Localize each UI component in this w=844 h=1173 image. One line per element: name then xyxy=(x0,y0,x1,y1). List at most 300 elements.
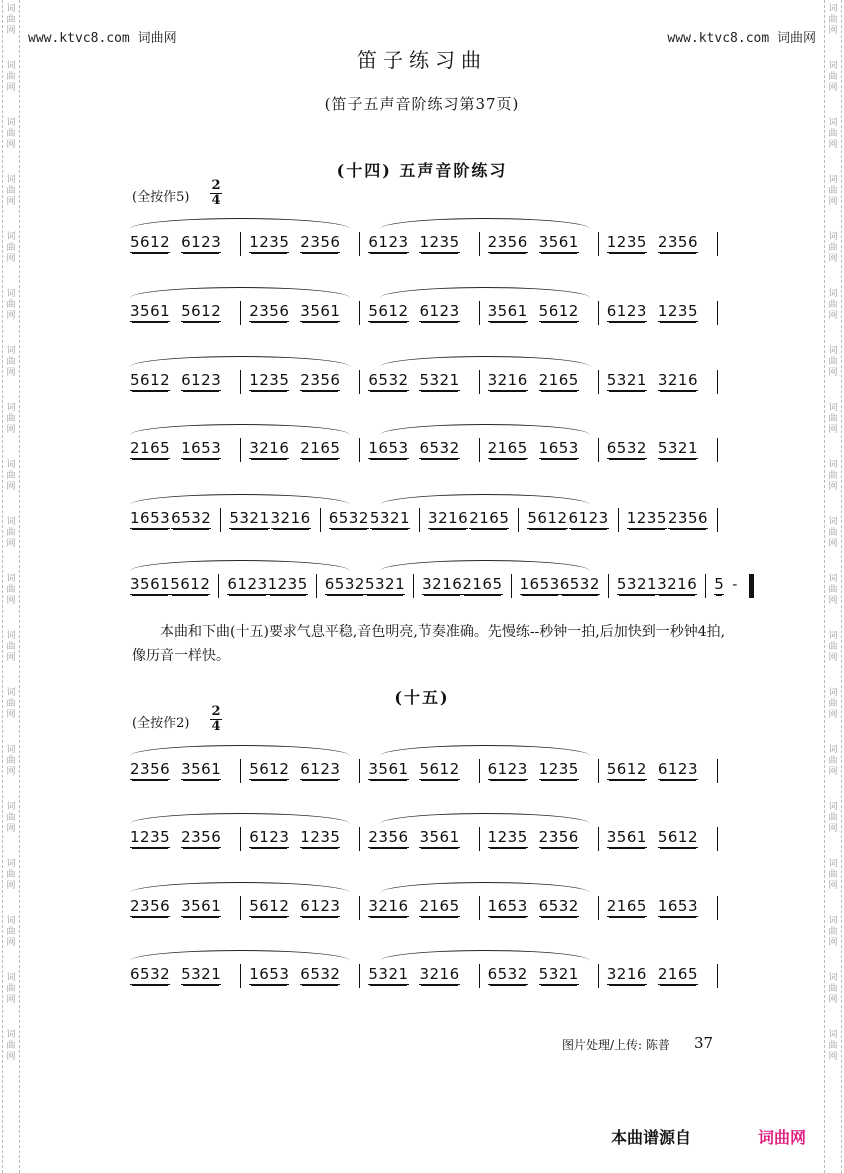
note-group xyxy=(300,897,351,920)
note-digits: 5612 xyxy=(657,828,699,846)
note-group xyxy=(130,828,181,851)
note-group xyxy=(181,828,232,851)
note-digits: 3216 xyxy=(606,965,647,983)
source-label: 本曲谱源自 xyxy=(611,1128,692,1147)
note-group xyxy=(539,439,590,462)
side-watermark-glyphs: 词 曲 网 xyxy=(828,688,838,720)
barline xyxy=(479,964,480,988)
section14-staff-row xyxy=(130,218,726,258)
barline xyxy=(359,370,360,394)
barline xyxy=(618,508,619,532)
barline xyxy=(598,827,599,851)
section14-title: (十四) 五声音阶练习 xyxy=(336,161,508,180)
note-group xyxy=(539,965,590,988)
note-digits: 5612 xyxy=(606,760,647,778)
note-group xyxy=(130,509,171,532)
barline xyxy=(359,232,360,256)
note-digits: 3216 xyxy=(657,575,698,593)
note-digits: 2356 xyxy=(538,828,579,846)
note-group xyxy=(617,575,657,598)
section15-title: (十五) xyxy=(394,688,450,707)
note-digits: 6532 xyxy=(324,575,365,593)
section14-time-bottom: 4 xyxy=(211,193,221,208)
note-group xyxy=(181,302,232,325)
section15-staff-row xyxy=(130,882,726,922)
note-group xyxy=(462,575,502,598)
barline xyxy=(419,508,420,532)
note-digits: 5612 xyxy=(249,760,290,778)
note-group xyxy=(419,760,470,783)
note-group xyxy=(181,371,232,394)
barline xyxy=(479,232,480,256)
note-group xyxy=(422,575,462,598)
side-watermark-glyphs: 词 曲 网 xyxy=(828,175,838,207)
note-digits: 3216 xyxy=(249,439,290,457)
note-digits: 3561 xyxy=(487,302,528,320)
note-digits: 6532 xyxy=(606,439,647,457)
note-group xyxy=(227,575,267,598)
practice-note: 本曲和下曲(十五)要求气息平稳,音色明亮,节奏准确。先慢练--秒钟一拍,后加快到一秒钟4拍,像历音一样快。 xyxy=(132,624,726,664)
note-group xyxy=(607,760,658,783)
note-group xyxy=(658,233,709,256)
watermark-left: www.ktvc8.com 词曲网 xyxy=(28,31,177,46)
barline xyxy=(240,438,241,462)
side-watermark-glyphs: 词 曲 网 xyxy=(828,61,838,93)
note-digits: 1235 xyxy=(249,233,290,251)
note-digits: 2356 xyxy=(487,233,528,251)
note-digits: 2165 xyxy=(300,439,341,457)
side-watermark-glyphs: 词 曲 网 xyxy=(6,346,16,378)
note-digits: 6123 xyxy=(300,897,341,915)
note-group xyxy=(419,965,470,988)
note-digits: 3561 xyxy=(538,233,579,251)
barline xyxy=(717,232,718,256)
note-digits: 6532 xyxy=(130,965,171,983)
note-group xyxy=(329,509,370,532)
note-group xyxy=(488,439,539,462)
note-group xyxy=(658,828,709,851)
section15-time-top: 2 xyxy=(211,704,221,719)
note-digits: 1235 xyxy=(130,828,171,846)
barline xyxy=(359,759,360,783)
note-group xyxy=(419,302,470,325)
side-watermark-glyphs: 词 曲 网 xyxy=(828,745,838,777)
note-digits: 1235 xyxy=(538,760,579,778)
note-group xyxy=(170,575,210,598)
note-group xyxy=(130,897,181,920)
barline xyxy=(717,759,718,783)
section14-fingering: (全按作5) xyxy=(132,190,190,205)
barline xyxy=(479,438,480,462)
note-digits: 3216 xyxy=(419,965,460,983)
barline xyxy=(598,438,599,462)
side-watermark-glyphs: 词 曲 网 xyxy=(6,175,16,207)
note-digits: 5321 xyxy=(616,575,658,593)
note-digits: 1235 xyxy=(487,828,528,846)
note-group xyxy=(249,233,300,256)
section14-time-signature xyxy=(210,180,222,207)
note-digits: 2165 xyxy=(419,897,460,915)
side-watermark-glyphs: 词 曲 网 xyxy=(828,232,838,264)
note-group xyxy=(488,828,539,851)
note-digits: 3216 xyxy=(368,897,409,915)
side-watermark-glyphs: 词 曲 网 xyxy=(828,802,838,834)
side-watermark-glyphs: 词 曲 网 xyxy=(828,346,838,378)
note-digits: 2356 xyxy=(667,509,709,527)
note-digits: 3561 xyxy=(606,828,647,846)
note-digits: 3561 xyxy=(419,828,460,846)
side-watermark-glyphs: 词 曲 网 xyxy=(6,859,16,891)
page-subtitle: (笛子五声音阶练习第37页) xyxy=(324,95,520,113)
note-group xyxy=(658,760,709,783)
upload-credit: 图片处理/上传: 陈普 xyxy=(562,1038,670,1052)
note-group xyxy=(607,302,658,325)
barline xyxy=(479,896,480,920)
section14-staff-row xyxy=(130,356,726,396)
note-digits: 2356 xyxy=(181,828,222,846)
note-group xyxy=(539,371,590,394)
note-group xyxy=(368,302,419,325)
note-digits: 3561 xyxy=(368,760,409,778)
note-digits: 5612 xyxy=(130,233,171,251)
note-group xyxy=(268,575,308,598)
note-group xyxy=(181,897,232,920)
note-digits: 6123 xyxy=(181,371,222,389)
side-watermark-glyphs: 词 曲 网 xyxy=(828,289,838,321)
note-group xyxy=(130,233,181,256)
note-group xyxy=(419,897,470,920)
note-group xyxy=(300,302,351,325)
note-group xyxy=(627,509,668,532)
note-digits: 5321 xyxy=(538,965,579,983)
section15-fingering: (全按作2) xyxy=(132,716,190,731)
note-digits: 2165 xyxy=(538,371,579,389)
note-digits: 3216 xyxy=(428,509,469,527)
barline xyxy=(717,964,718,988)
note-digits: 1235 xyxy=(249,371,290,389)
note-digits: 3561 xyxy=(130,575,171,593)
note-group xyxy=(181,439,232,462)
note-group xyxy=(130,575,170,598)
note-group xyxy=(249,302,300,325)
barline xyxy=(240,232,241,256)
side-watermark-glyphs: 词 曲 网 xyxy=(6,460,16,492)
final-barline xyxy=(749,574,754,598)
note-digits: 6123 xyxy=(487,760,528,778)
note-group xyxy=(325,575,365,598)
note-group xyxy=(607,371,658,394)
note-digits: 1653 xyxy=(487,897,528,915)
note-digits: 1235 xyxy=(657,302,699,320)
note-group xyxy=(130,965,181,988)
note-digits: 2356 xyxy=(130,897,171,915)
note-group xyxy=(271,509,312,532)
barline xyxy=(717,438,718,462)
watermark-right: www.ktvc8.com 词曲网 xyxy=(667,31,816,46)
section14-staff-row xyxy=(130,494,726,534)
note-group xyxy=(130,439,181,462)
side-watermark-glyphs: 词 曲 网 xyxy=(6,4,16,36)
barline xyxy=(359,438,360,462)
section15-staff-row xyxy=(130,950,726,990)
note-digits: 2356 xyxy=(130,760,171,778)
note-digits: 3216 xyxy=(422,575,463,593)
section14-staff-row xyxy=(130,424,726,464)
note-group xyxy=(520,575,560,598)
note-digits: 5612 xyxy=(368,302,409,320)
note-group xyxy=(249,897,300,920)
note-digits: 1653 xyxy=(249,965,290,983)
note-group xyxy=(539,760,590,783)
note-digits: 1653 xyxy=(519,575,560,593)
side-watermark-glyphs: 词 曲 网 xyxy=(6,232,16,264)
note-digits: 3561 xyxy=(130,302,171,320)
note-group xyxy=(368,965,419,988)
barline xyxy=(359,301,360,325)
note-group xyxy=(657,575,697,598)
barline xyxy=(705,574,706,598)
note-digits: 5321 xyxy=(369,509,411,527)
section15-staff-row xyxy=(130,813,726,853)
note-group xyxy=(658,439,709,462)
side-watermark-glyphs: 词 曲 网 xyxy=(828,1030,838,1062)
barline xyxy=(479,301,480,325)
note-group xyxy=(539,828,590,851)
note-group xyxy=(488,302,539,325)
note-group xyxy=(300,439,351,462)
side-watermark-glyphs: 词 曲 网 xyxy=(6,574,16,606)
note-group xyxy=(658,371,709,394)
barline xyxy=(479,827,480,851)
note-digits: 5 xyxy=(714,575,725,593)
note-group xyxy=(428,509,469,532)
note-group xyxy=(300,828,351,851)
note-digits: 2165 xyxy=(462,575,503,593)
note-digits: 6532 xyxy=(559,575,600,593)
barline xyxy=(479,759,480,783)
side-watermark-glyphs: 词 曲 网 xyxy=(6,688,16,720)
note-group xyxy=(607,439,658,462)
note-digits: 6532 xyxy=(538,897,579,915)
barline xyxy=(598,964,599,988)
side-watermark-glyphs: 词 曲 网 xyxy=(828,859,838,891)
note-digits: 2165 xyxy=(657,965,699,983)
note-group xyxy=(539,233,590,256)
page-title: 笛子练习曲 xyxy=(357,48,487,72)
note-digits: 1235 xyxy=(606,233,647,251)
note-group xyxy=(249,760,300,783)
note-digits: 1235 xyxy=(267,575,308,593)
side-watermark-glyphs: 词 曲 网 xyxy=(6,61,16,93)
barline xyxy=(218,574,219,598)
note-digits: 6123 xyxy=(606,302,647,320)
sustain-dash: - xyxy=(732,575,738,593)
note-digits: 6532 xyxy=(328,509,369,527)
note-group xyxy=(488,233,539,256)
side-watermark-glyphs: 词 曲 网 xyxy=(828,403,838,435)
side-watermark-glyphs: 词 曲 网 xyxy=(6,916,16,948)
note-digits: 3561 xyxy=(300,302,341,320)
note-group xyxy=(658,302,709,325)
note-digits: 5321 xyxy=(368,965,409,983)
note-digits: 6532 xyxy=(368,371,409,389)
note-digits: 6123 xyxy=(368,233,409,251)
note-group xyxy=(368,439,419,462)
side-watermark-glyphs: 词 曲 网 xyxy=(6,973,16,1005)
barline xyxy=(479,370,480,394)
barline xyxy=(240,759,241,783)
note-group xyxy=(539,302,590,325)
side-watermark-glyphs: 词 曲 网 xyxy=(828,4,838,36)
barline xyxy=(359,896,360,920)
section14-staff-row xyxy=(130,560,738,600)
barline xyxy=(598,301,599,325)
note-digits: 2356 xyxy=(300,371,341,389)
note-group xyxy=(488,371,539,394)
side-watermark-glyphs: 词 曲 网 xyxy=(6,289,16,321)
note-digits: 2165 xyxy=(606,897,647,915)
note-group xyxy=(181,965,232,988)
note-digits: 2165 xyxy=(487,439,528,457)
section15-time-bottom: 4 xyxy=(211,719,221,734)
note-group xyxy=(560,575,600,598)
barline xyxy=(598,370,599,394)
side-watermark-glyphs: 词 曲 网 xyxy=(828,574,838,606)
note-digits: 1235 xyxy=(300,828,341,846)
note-group xyxy=(469,509,510,532)
note-group xyxy=(300,371,351,394)
side-watermark-glyphs: 词 曲 网 xyxy=(6,118,16,150)
barline xyxy=(316,574,317,598)
note-group xyxy=(130,371,181,394)
page-number: 37 xyxy=(694,1034,714,1052)
note-group xyxy=(249,965,300,988)
side-watermark-glyphs: 词 曲 网 xyxy=(6,403,16,435)
note-digits: 3216 xyxy=(270,509,311,527)
side-watermark-glyphs: 词 曲 网 xyxy=(828,916,838,948)
note-digits: 5612 xyxy=(181,302,222,320)
note-group xyxy=(181,233,232,256)
note-group xyxy=(171,509,212,532)
note-digits: 3561 xyxy=(181,897,222,915)
note-digits: 6123 xyxy=(249,828,290,846)
note-digits: 1653 xyxy=(130,509,171,527)
note-digits: 5612 xyxy=(527,509,568,527)
note-group xyxy=(658,897,709,920)
note-digits: 5321 xyxy=(364,575,406,593)
note-group xyxy=(300,965,351,988)
note-group xyxy=(368,371,419,394)
note-digits: 5321 xyxy=(229,509,270,527)
brand-logo: 词曲网 xyxy=(758,1128,807,1147)
note-digits: 3561 xyxy=(181,760,222,778)
barline xyxy=(359,964,360,988)
barline xyxy=(598,232,599,256)
note-group xyxy=(368,828,419,851)
note-group xyxy=(607,828,658,851)
note-digits: 5612 xyxy=(170,575,211,593)
side-watermark-glyphs: 词 曲 网 xyxy=(828,973,838,1005)
note-group xyxy=(607,233,658,256)
note-digits: 6532 xyxy=(487,965,528,983)
note-digits: 6123 xyxy=(181,233,222,251)
note-digits: 5612 xyxy=(249,897,290,915)
note-group xyxy=(539,897,590,920)
note-digits: 5321 xyxy=(419,371,460,389)
note-group xyxy=(368,897,419,920)
note-digits: 1235 xyxy=(419,233,460,251)
note-group xyxy=(300,233,351,256)
note-digits: 6123 xyxy=(568,509,609,527)
section14-staff-row xyxy=(130,287,726,327)
note-group xyxy=(488,965,539,988)
barline xyxy=(359,827,360,851)
side-watermark-glyphs: 词 曲 网 xyxy=(828,631,838,663)
note-digits: 5612 xyxy=(538,302,579,320)
note-group xyxy=(419,439,470,462)
barline xyxy=(608,574,609,598)
note-group xyxy=(249,828,300,851)
note-digits: 2356 xyxy=(300,233,341,251)
note-group xyxy=(714,575,724,598)
note-digits: 1653 xyxy=(657,897,699,915)
side-watermark-glyphs: 词 曲 网 xyxy=(6,517,16,549)
note-group xyxy=(181,760,232,783)
barline xyxy=(240,370,241,394)
barline xyxy=(240,827,241,851)
barline xyxy=(240,964,241,988)
note-group xyxy=(488,897,539,920)
side-watermark-glyphs: 词 曲 网 xyxy=(6,802,16,834)
note-digits: 2165 xyxy=(469,509,510,527)
note-group xyxy=(130,302,181,325)
side-watermark-glyphs: 词 曲 网 xyxy=(828,517,838,549)
note-group xyxy=(249,439,300,462)
note-digits: 6123 xyxy=(300,760,341,778)
section14-time-top: 2 xyxy=(211,178,221,193)
note-digits: 6123 xyxy=(657,760,699,778)
note-digits: 1235 xyxy=(626,509,667,527)
note-digits: 2356 xyxy=(249,302,290,320)
note-group xyxy=(668,509,709,532)
barline xyxy=(717,508,718,532)
note-group xyxy=(300,760,351,783)
side-watermark-glyphs: 词 曲 网 xyxy=(6,745,16,777)
note-group xyxy=(607,897,658,920)
note-group xyxy=(229,509,270,532)
barline xyxy=(717,301,718,325)
note-group xyxy=(488,760,539,783)
barline xyxy=(413,574,414,598)
note-digits: 1653 xyxy=(181,439,222,457)
barline xyxy=(220,508,221,532)
barline xyxy=(518,508,519,532)
note-group xyxy=(527,509,568,532)
note-digits: 5612 xyxy=(419,760,460,778)
note-digits: 5321 xyxy=(606,371,647,389)
note-digits: 6123 xyxy=(227,575,268,593)
note-digits: 6123 xyxy=(419,302,460,320)
barline xyxy=(240,301,241,325)
barline xyxy=(511,574,512,598)
barline xyxy=(717,896,718,920)
note-group xyxy=(130,760,181,783)
note-group xyxy=(368,760,419,783)
note-group xyxy=(368,233,419,256)
side-watermark-glyphs: 词 曲 网 xyxy=(6,631,16,663)
note-digits: 5321 xyxy=(181,965,222,983)
note-group xyxy=(607,965,658,988)
